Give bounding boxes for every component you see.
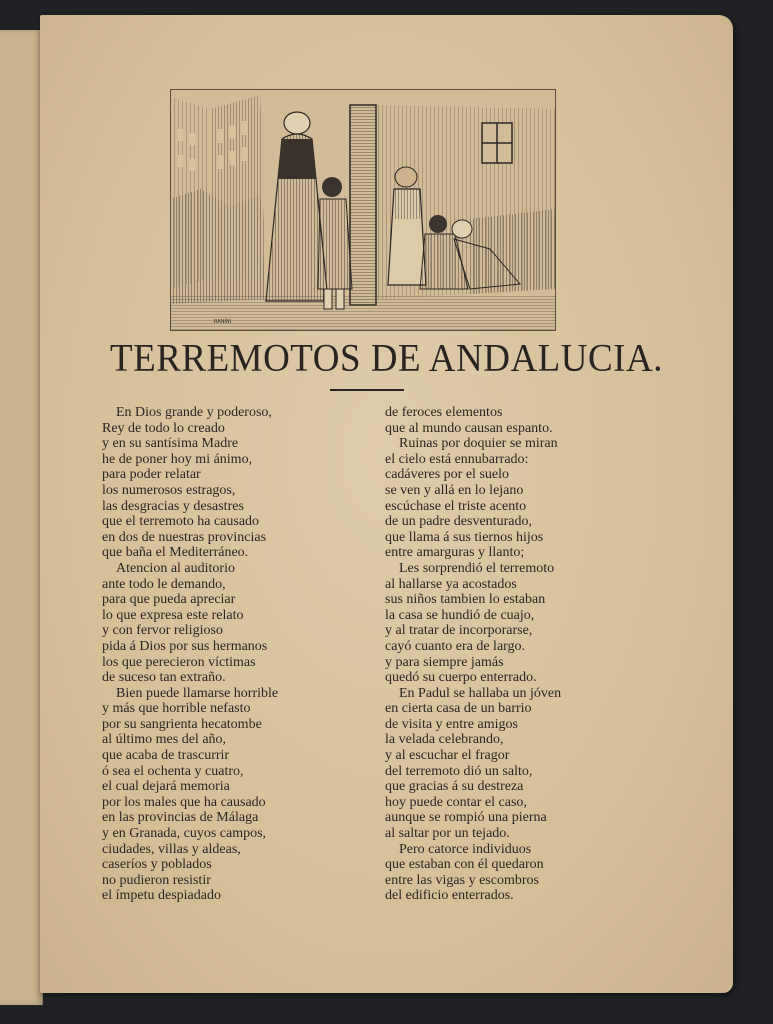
poem-left-column [102, 405, 362, 904]
verse-line: que al mundo causan espanto. [385, 420, 553, 436]
verse-line: el cual dejará memoria [102, 779, 230, 795]
verse-line: al último mes del año, [102, 732, 227, 748]
page-title: TERREMOTOS DE ANDALUCIA. [110, 336, 663, 381]
verse-line: no pudieron resistir [102, 872, 211, 888]
verse-line: del terremoto dió un salto, [385, 763, 533, 779]
verse-line: la casa se hundió de cuajo, [385, 607, 535, 623]
verse-line: se ven y allá en lo lejano [385, 482, 524, 498]
verse-line: que gracias á su destreza [385, 779, 524, 795]
verse-line: y con fervor religioso [102, 623, 223, 639]
verse-line: de feroces elementos [385, 405, 503, 420]
verse-line: que el terremoto ha causado [102, 514, 260, 530]
verse-line: entre amarguras y llanto; [385, 545, 525, 561]
verse-line: los numerosos estragos, [102, 482, 236, 498]
verse-line: lo que expresa este relato [102, 607, 244, 623]
verse-line: pida á Dios por sus hermanos [102, 638, 268, 654]
verse-line: Rey de todo lo creado [102, 420, 225, 436]
verse-line: la velada celebrando, [385, 732, 504, 748]
verse-line: de visita y entre amigos [385, 716, 518, 732]
verse-line: de un padre desventurado, [385, 514, 532, 530]
verse-line: y en Granada, cuyos campos, [102, 826, 267, 842]
engraver-signature: RANINI [214, 319, 232, 325]
verse-line: al saltar por un tejado. [385, 826, 510, 842]
verse-line: Bien puede llamarse horrible [116, 685, 279, 701]
page [40, 15, 733, 993]
poem-right-column [385, 405, 670, 904]
verse-line: que llama á sus tiernos hijos [385, 529, 544, 545]
verse-line: y al tratar de incorporarse, [385, 623, 533, 639]
verse-line: de suceso tan extraño. [102, 670, 226, 686]
previous-page-edge [0, 30, 43, 1005]
verse-line: por los males que ha causado [102, 794, 266, 810]
verse-line: al hallarse ya acostados [385, 576, 517, 592]
engraving-family-ruins-icon [170, 89, 556, 331]
verse-line: he de poner hoy mi ánimo, [102, 451, 253, 467]
verse-line: En Dios grande y poderoso, [116, 405, 272, 420]
verse-line: Atencion al auditorio [116, 560, 235, 576]
verse-line: escúchase el triste acento [385, 498, 527, 514]
verse-line: ciudades, villas y aldeas, [102, 841, 241, 857]
verse-line: quedó su cuerpo enterrado. [385, 670, 537, 686]
verse-line: y en su santísima Madre [102, 436, 239, 452]
verse-line: cadáveres por el suelo [385, 467, 509, 483]
verse-line: el cielo está ennubarrado: [385, 451, 529, 467]
verse-line: ante todo le demando, [102, 576, 226, 592]
engraving-illustration [170, 89, 556, 331]
verse-line: que estaban con él quedaron [385, 857, 544, 873]
verse-line: y más que horrible nefasto [102, 701, 251, 717]
verse-line: hoy puede contar el caso, [385, 794, 527, 810]
verse-line: del edificio enterrados. [385, 888, 514, 904]
verse-line: Ruinas por doquier se miran [399, 436, 558, 452]
verse-line: las desgracias y desastres [102, 498, 244, 514]
verse-line: en las provincias de Málaga [102, 810, 259, 826]
verse-line: para que pueda apreciar [102, 592, 236, 608]
verse-line: Les sorprendió el terremoto [399, 560, 555, 576]
verse-line: En Padul se hallaba un jóven [399, 685, 562, 701]
verse-line: los que perecieron víctimas [102, 654, 256, 670]
verse-line: y al escuchar el fragor [385, 748, 510, 764]
verse-line: el ímpetu despiadado [102, 888, 221, 904]
verse-line: que acaba de trascurrir [102, 748, 230, 764]
verse-line: entre las vigas y escombros [385, 872, 539, 888]
verse-line: y para siempre jamás [385, 654, 504, 670]
verse-line: sus niños tambien lo estaban [385, 592, 546, 608]
verse-line: para poder relatar [102, 467, 201, 483]
verse-line: caseríos y poblados [102, 857, 212, 873]
verse-line: Pero catorce individuos [399, 841, 532, 857]
verse-line: cayó cuanto era de largo. [385, 638, 526, 654]
title-rule [330, 389, 404, 391]
verse-line: que baña el Mediterráneo. [102, 545, 249, 561]
verse-line: en dos de nuestras provincias [102, 529, 267, 545]
verse-line: por su sangrienta hecatombe [102, 716, 262, 732]
verse-line: aunque se rompió una pierna [385, 810, 547, 826]
verse-line: ó sea el ochenta y cuatro, [102, 763, 244, 779]
verse-line: en cierta casa de un barrio [385, 701, 532, 717]
